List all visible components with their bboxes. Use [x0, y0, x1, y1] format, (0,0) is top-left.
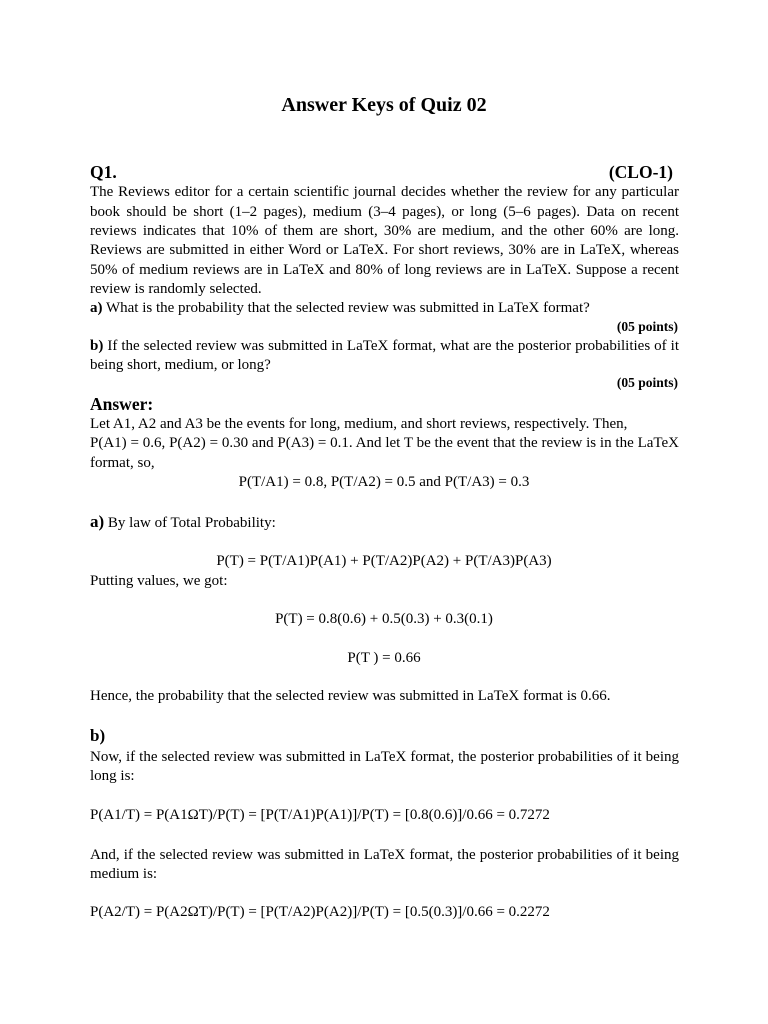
part-a-label: a): [90, 300, 103, 316]
question-part-b: [90, 336, 679, 356]
result-formula: P(T ) = 0.66: [347, 650, 421, 666]
question-header: [90, 161, 673, 183]
long-posterior-text-line: Now, if the selected review was submitted in LaTeX format, the posterior probabilities of it being: [90, 749, 679, 765]
substitution-formula: P(T) = 0.8(0.6) + 0.5(0.3) + 0.3(0.1): [275, 611, 493, 627]
answer-intro-line: format, so,: [90, 455, 155, 471]
part-b-text-line: being short, medium, or long?: [90, 357, 271, 373]
long-posterior-text-line: long is:: [90, 768, 135, 784]
question-paragraph-line: 50% of medium reviews are in LaTeX and 80% of long reviews are in LaTeX. Suppose a recent: [90, 262, 679, 278]
question-paragraph-line: book should be short (1–2 pages), medium (3–4 pages), or long (5–6 pages). Data on recent: [90, 204, 679, 220]
clo-label: (CLO-1): [608, 162, 673, 182]
question-paragraph-line: Reviews are submitted in either Word or LaTeX. For short reviews, 30% are in LaTeX, whereas: [90, 242, 679, 258]
medium-posterior-formula: P(A2/T) = P(A2ΩT)/P(T) = [P(T/A2)P(A2)]/P(T) = [0.5(0.3)]/0.66 = 0.2272: [90, 904, 550, 920]
answer-intro-line: Let A1, A2 and A3 be the events for long, medium, and short reviews, respectively. Then,: [90, 416, 628, 432]
answer-part-a-label: a): [90, 512, 105, 531]
answer-intro-line: P(A1) = 0.6, P(A2) = 0.30 and P(A3) = 0.1. And let T be the event that the review is in the LaTeX: [90, 435, 679, 451]
part-a-conclusion: Hence, the probability that the selected review was submitted in LaTeX format is 0.66.: [90, 688, 611, 704]
putting-values-text: Putting values, we got:: [90, 573, 228, 589]
answer-part-a-text: By law of Total Probability:: [107, 515, 276, 531]
answer-heading: Answer:: [90, 394, 154, 414]
part-a-points: (05 points): [616, 319, 678, 334]
long-posterior-formula: P(A1/T) = P(A1ΩT)/P(T) = [P(T/A1)P(A1)]/P(T) = [0.8(0.6)]/0.66 = 0.7272: [90, 807, 550, 823]
page-title: Answer Keys of Quiz 02: [281, 94, 487, 116]
part-b-text: If the selected review was submitted in LaTeX format, what are the posterior probabilities of it: [107, 338, 679, 354]
part-b-points: (05 points): [616, 375, 678, 390]
part-a-text: What is the probability that the selected review was submitted in LaTeX format?: [105, 300, 590, 316]
answer-part-a-heading: [90, 511, 679, 534]
question-paragraph-line: review is randomly selected.: [90, 281, 262, 297]
medium-posterior-text-line: medium is:: [90, 866, 158, 882]
question-paragraph-line: The Reviews editor for a certain scientific journal decides whether the review for any particular: [90, 184, 679, 200]
question-paragraph-line: reviews indicates that 10% of them are short, 30% are medium, and the other 60% are long.: [90, 223, 679, 239]
conditional-probabilities: P(T/A1) = 0.8, P(T/A2) = 0.5 and P(T/A3) = 0.3: [238, 474, 530, 490]
total-probability-formula: P(T) = P(T/A1)P(A1) + P(T/A2)P(A2) + P(T/A3)P(A3): [216, 553, 552, 569]
medium-posterior-text-line: And, if the selected review was submitted in LaTeX format, the posterior probabilities of it being: [90, 847, 679, 863]
question-number: Q1.: [90, 162, 117, 182]
question-part-a: [90, 298, 679, 318]
part-b-label: b): [90, 338, 104, 354]
answer-part-b-label: b): [90, 726, 106, 745]
